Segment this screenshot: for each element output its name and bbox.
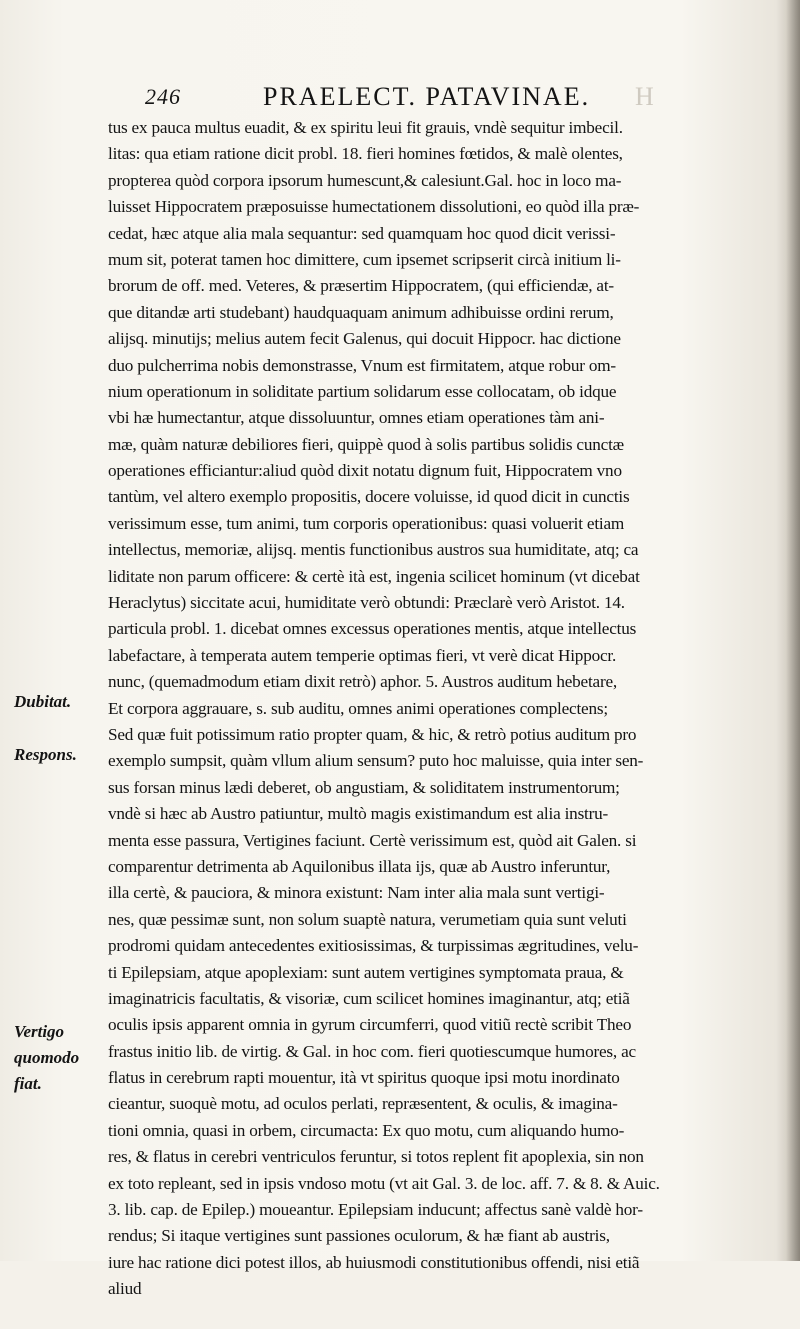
text-line: operationes efficiantur:aliud quòd dixit notatu dignum fuit, Hippocratem vno (108, 461, 622, 481)
margin-note-vertigo-2: quomodo (14, 1048, 80, 1067)
catchword (108, 1303, 768, 1329)
body-text (108, 115, 768, 1329)
text-line: 3. lib. cap. de Epilep.) moueantur. Epilepsiam inducunt; affectus sanè valdè hor- (108, 1200, 643, 1220)
page-edge-shadow (786, 0, 800, 1261)
text-line: brorum de off. med. Veteres, & præsertim Hippocratem, (qui efficiendæ, at- (108, 276, 614, 296)
text-line: litas: qua etiam ratione dicit probl. 18. fieri homines fœtidos, & malè olentes, (108, 144, 623, 164)
text-line: comparentur detrimenta ab Aquilonibus illata ijs, quæ ab Austro inferuntur, (108, 856, 611, 876)
text-line: vbi hæ humectantur, atque dissoluuntur, omnes etiam operationes tàm ani- (108, 408, 605, 428)
text-line: imaginatricis facultatis, & visoriæ, cum scilicet homines imaginantur, atq; etiã (108, 988, 630, 1008)
text-line: cedat, hæc atque alia mala sequantur: sed quamquam hoc quod dicit verissi- (108, 223, 616, 243)
text-line: ex toto repleant, sed in ipsis vndoso motu (vt ait Gal. 3. de loc. aff. 7. & 8. & Auic. (108, 1173, 660, 1193)
margin-note-vertigo-3: fiat. (14, 1074, 42, 1093)
text-line: oculis ipsis apparent omnia in gyrum circumferri, quod vitiũ rectè scribit Theo (108, 1015, 632, 1035)
margin-note-vertigo-1: Vertigo (14, 1022, 65, 1041)
text-line: exemplo sumpsit, quàm vllum alium sensum? puto hoc maluisse, quia inter sen- (108, 751, 644, 771)
margin-note-respons: Respons. (14, 745, 77, 764)
text-line: ti Epilepsiam, atque apoplexiam: sunt autem vertigines symptomata praua, & (108, 962, 624, 982)
text-line: iure hac ratione dici potest illos, ab huiusmodi constitutionibus offendi, nisi etiã (108, 1252, 640, 1272)
text-line: mum sit, poterat tamen hoc dimittere, cum ipsemet scripserit circà initium li- (108, 249, 621, 269)
running-title: PRAELECT. PATAVINAE. (263, 82, 591, 111)
text-line: vndè si hæc ab Austro patiuntur, multò magis existimandum est alia instru- (108, 804, 609, 824)
text-line: tus ex pauca multus euadit, & ex spiritu leui fit grauis, vndè sequitur imbecil. (108, 118, 623, 137)
text-line: particula probl. 1. dicebat omnes excessus operationes mentis, atque intellectus (108, 619, 637, 639)
text-line: aliud (108, 1279, 142, 1299)
text-line: res, & flatus in cerebri ventriculos feruntur, si totos replent fit apoplexia, sin non (108, 1147, 644, 1167)
running-head (145, 82, 745, 116)
text-line: nunc, (quemadmodum etiam dixit retrò) aphor. 5. Austros auditum hebetare, (108, 672, 618, 692)
text-line: sus forsan minus lædi deberet, ob angustiam, & soliditatem instrumentorum; (108, 777, 620, 797)
text-line: Et corpora aggrauare, s. sub auditu, omnes animi operationes complectens; (108, 698, 608, 718)
text-line: tioni omnia, quasi in orbem, circumacta: Ex quo motu, cum aliquando humo- (108, 1120, 625, 1140)
page-number: 246 (145, 84, 181, 109)
margin-note-dubitat: Dubitat. (14, 692, 72, 711)
text-line: frastus initio lib. de virtig. & Gal. in hoc com. fieri quotiescumque humores, ac (108, 1041, 636, 1061)
text-line: intellectus, memoriæ, alijsq. mentis functionibus austros sua humiditate, atq; ca (108, 540, 639, 560)
text-line: tantùm, vel altero exemplo propositis, docere voluisse, id quod dicit in cunctis (108, 487, 630, 507)
text-line: nium operationum in soliditate partium solidarum esse collocatam, ob idque (108, 381, 617, 401)
text-line: menta esse passura, Vertigines faciunt. Certè verissimum est, quòd ait Galen. si (108, 830, 637, 850)
text-line: alijsq. minutijs; melius autem fecit Galenus, qui docuit Hippocr. hac dictione (108, 329, 621, 349)
text-line: nes, quæ pessimæ sunt, non solum suaptè natura, verumetiam quia sunt veluti (108, 909, 627, 929)
text-line: prodromi quidam antecedentes exitiosissimas, & turpissimas ægritudines, velu- (108, 936, 639, 956)
text-line: verissimum esse, tum animi, tum corporis operationibus: quasi voluerit etiam (108, 513, 625, 533)
text-line: cieantur, suoquè motu, ad oculos perlati, repræsentent, & oculis, & imagina- (108, 1094, 618, 1114)
margin-notes (0, 0, 105, 1261)
text-line: Heraclytus) siccitate acui, humiditate verò obtundi: Præclarè verò Aristot. 14. (108, 593, 625, 613)
text-line: propterea quòd corpora ipsorum humescunt,& calesiunt.Gal. hoc in loco ma- (108, 170, 622, 190)
text-line: luisset Hippocratem præposuisse humectationem dissolutioni, eo quòd illa præ- (108, 197, 640, 217)
text-line: illa certè, & pauciora, & minora existunt: Nam inter alia mala sunt vertigi- (108, 883, 605, 903)
text-line: liditate non parum officere: & certè ità est, ingenia scilicet hominum (vt dicebat (108, 566, 640, 586)
text-line: duo pulcherrima nobis demonstrasse, Vnum est firmitatem, atque robur om- (108, 355, 616, 375)
text-line: Sed quæ fuit potissimum ratio propter quam, & hic, & retrò potius auditum pro (108, 724, 637, 744)
text-line: rendus; Si itaque vertigines sunt passiones oculorum, & hæ fiant ab austris, (108, 1226, 610, 1246)
text-line: mæ, quàm naturæ debiliores fieri, quippè quod à solis partibus solidis cunctæ (108, 434, 624, 454)
text-line: que ditandæ arti studebant) haudquaquam animum adhibuisse ordini rerum, (108, 302, 614, 322)
text-line: labefactare, à temperata autem temperie optimas fieri, vt verè dicat Hippocr. (108, 645, 617, 665)
bleed-through-letter: H (635, 82, 656, 111)
text-line: flatus in cerebrum rapti mouentur, ità vt spiritus quoque ipsi motu inordinato (108, 1068, 620, 1088)
